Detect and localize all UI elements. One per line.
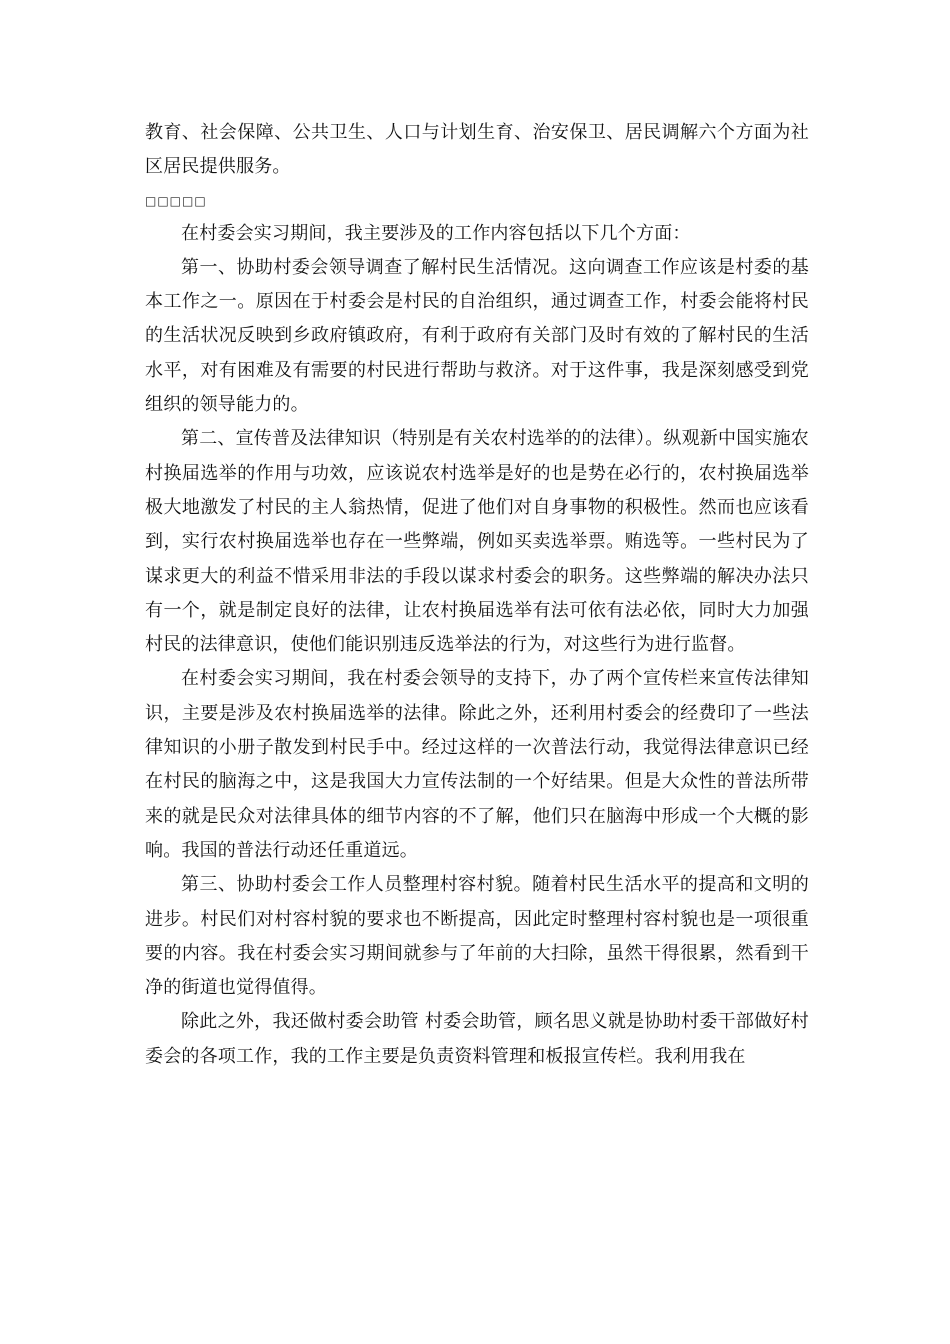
section-heading: □□□□□ xyxy=(145,193,207,208)
paragraph-second: 第二、宣传普及法律知识（特别是有关农村选举的的法律）。纵观新中国实施农村换届选举的作用与功效，应该说农村选举是好的也是势在必行的，农村换届选举极大地激发了村民的主人翁热情，促进了他们对自身事物的积极性。然而也应该看到，实行农村换届选举也存在一些弊端，例如买卖选举票。贿选等。一些村民为了谋求更大的利益不惜采用非法的手段以谋求村委会的职务。这些弊端的解决办法只有一个，就是制定良好的法律，让农村换届选举有法可依有法必依，同时大力加强村民的法律意识，使他们能识别违反选举法的行为，对这些行为进行监督。 xyxy=(145,428,809,656)
paragraph-first: 第一、协助村委会领导调查了解村民生活情况。这向调查工作应该是村委的基本工作之一。原因在于村委会是村民的自治组织，通过调查工作，村委会能将村民的生活状况反映到乡政府镇政府，有利于政府有关部门及时有效的了解村民的生活水平，对有困难及有需要的村民进行帮助与救济。对于这件事，我是深刻感受到党组织的领导能力的。 xyxy=(145,256,809,416)
paragraph-third: 第三、协助村委会工作人员整理村容村貌。随着村民生活水平的提高和文明的进步。村民们对村容村貌的要求也不断提高，因此定时整理村容村貌也是一项很重要的内容。我在村委会实习期间就参与了年前的大扫除，虽然干得很累，然看到干净的街道也觉得值得。 xyxy=(145,874,809,999)
paragraph-intro: 在村委会实习期间，我主要涉及的工作内容包括以下几个方面： xyxy=(181,222,691,244)
paragraph-assistant: 除此之外，我还做村委会助管 村委会助管，顾名思义就是协助村委干部做好村委会的各项工作，我的工作主要是负责资料管理和板报宣传栏。我利用我在 xyxy=(145,1011,809,1067)
paragraph-publicity: 在村委会实习期间，我在村委会领导的支持下，办了两个宣传栏来宣传法律知识，主要是涉及农村换届选举的法律。除此之外，还利用村委会的经费印了一些法律知识的小册子散发到村民手中。经过这样的一次普法行动，我觉得法律意识已经在村民的脑海之中，这是我国大力宣传法制的一个好结果。但是大众性的普法所带来的就是民众对法律具体的细节内容的不了解，他们只在脑海中形成一个大概的影响。我国的普法行动还任重道远。 xyxy=(145,668,809,861)
document-body xyxy=(145,116,809,1074)
paragraph-continued: 教育、社会保障、公共卫生、人口与计划生育、治安保卫、居民调解六个方面为社区居民提供服务。 xyxy=(145,122,809,178)
